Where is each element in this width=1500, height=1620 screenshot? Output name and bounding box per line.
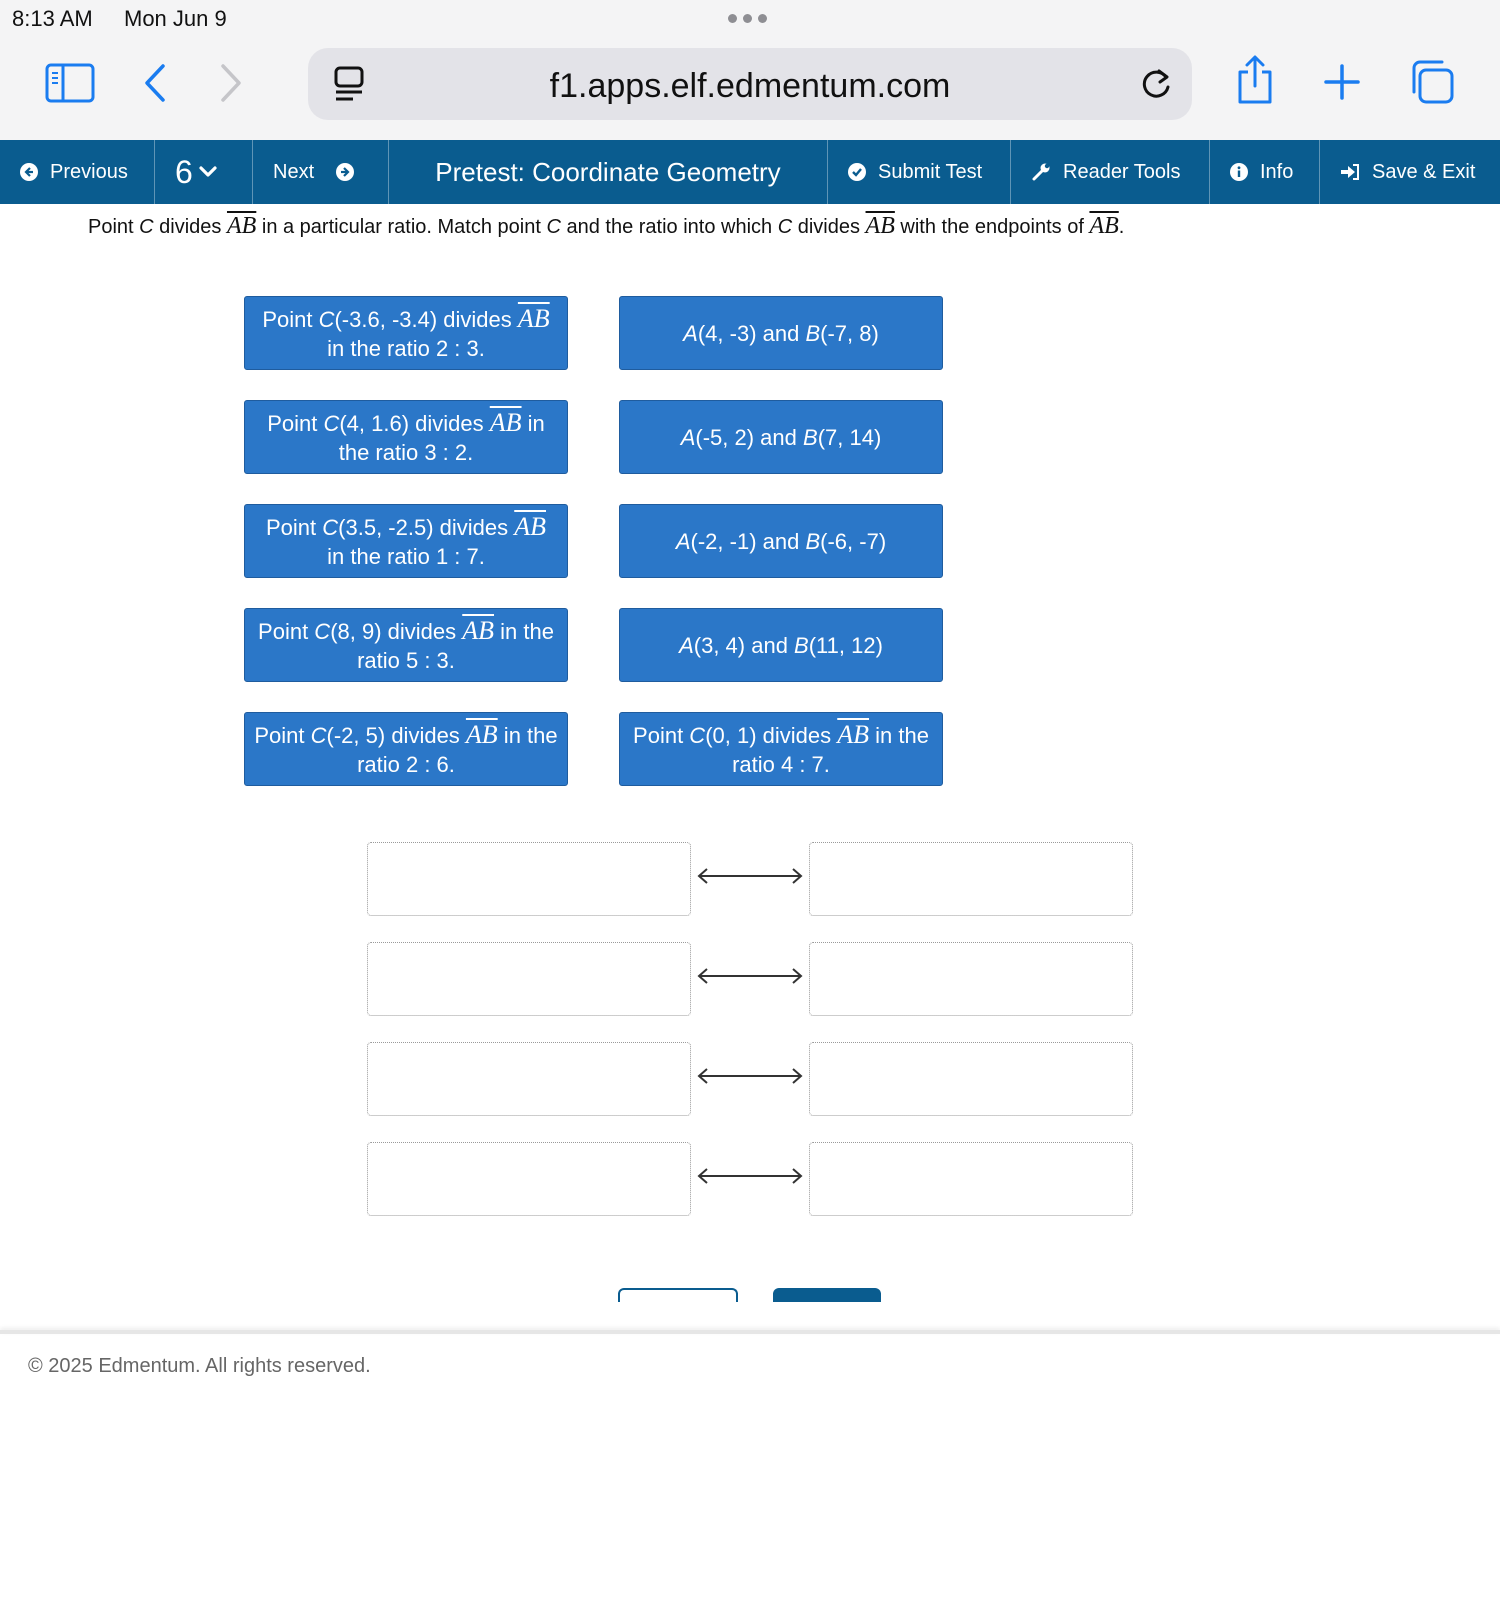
status-time: 8:13 AM (12, 6, 93, 31)
double-arrow-icon (695, 864, 805, 888)
copyright: © 2025 Edmentum. All rights reserved. (28, 1355, 371, 1377)
double-arrow-icon (695, 1064, 805, 1088)
reader-tools-button[interactable] (1011, 140, 1210, 204)
test-nav-bar (0, 140, 1500, 204)
drop-zone-left[interactable] (367, 942, 691, 1016)
save-exit-label: Save & Exit (1372, 160, 1476, 183)
draggable-tile-endpoints[interactable]: A(4, -3) and B(-7, 8) (619, 296, 943, 370)
draggable-tile-point-c[interactable]: Point C(8, 9) divides $\overline{AB}$ in the ratio 5 : 3. (244, 608, 568, 682)
drop-zone-right[interactable] (809, 942, 1133, 1016)
arrow-left-circle-icon (20, 163, 38, 181)
wrench-icon (1031, 162, 1051, 182)
drop-zone-right[interactable] (809, 1142, 1133, 1216)
back-icon[interactable] (140, 60, 170, 106)
drop-zone-left[interactable] (367, 1042, 691, 1116)
previous-label: Previous (50, 160, 128, 183)
drop-zone-left[interactable] (367, 842, 691, 916)
info-icon (1230, 163, 1248, 181)
draggable-tile-endpoints[interactable]: A(-2, -1) and B(-6, -7) (619, 504, 943, 578)
double-arrow-icon (695, 964, 805, 988)
draggable-tile-point-c[interactable]: Point C(-3.6, -3.4) divides $\overline{AB}$ in the ratio 2 : 3. (244, 296, 568, 370)
info-button[interactable] (1210, 140, 1320, 204)
status-bar (0, 0, 1500, 40)
footer-divider (0, 1330, 1500, 1334)
submit-label: Submit Test (878, 160, 983, 183)
save-exit-button[interactable] (1320, 140, 1500, 204)
chevron-down-icon (199, 165, 217, 179)
forward-icon[interactable] (216, 60, 246, 106)
next-button[interactable] (253, 140, 389, 204)
tabs-overview-icon[interactable] (1408, 58, 1456, 106)
test-title (389, 140, 828, 204)
submit-button[interactable] (773, 1288, 881, 1302)
address-bar[interactable] (308, 48, 1192, 120)
double-arrow-icon (695, 1164, 805, 1188)
draggable-tile-point-c[interactable]: Point C(-2, 5) divides $\overline{AB}$ in the ratio 2 : 6. (244, 712, 568, 786)
multitasking-dots-icon[interactable] (728, 14, 767, 23)
check-circle-icon (848, 163, 866, 181)
submit-test-button[interactable] (828, 140, 1011, 204)
status-date: Mon Jun 9 (124, 6, 227, 31)
info-label: Info (1260, 160, 1294, 183)
reader-tools-label: Reader Tools (1063, 160, 1181, 183)
question-prompt: Point C divides $\overline{AB}$ in a particular ratio. Match point C and the ratio into which C divides $\overline{AB}$ with the endpoints of $\overline{AB}$. (88, 213, 1125, 239)
next-label: Next (273, 160, 315, 183)
drop-zone-left[interactable] (367, 1142, 691, 1216)
draggable-tile-endpoints[interactable]: A(-5, 2) and B(7, 14) (619, 400, 943, 474)
drop-zone-right[interactable] (809, 842, 1133, 916)
reset-button[interactable] (618, 1288, 738, 1302)
browser-toolbar (0, 40, 1500, 140)
arrow-right-circle-icon (336, 163, 354, 181)
share-icon[interactable] (1234, 54, 1276, 106)
test-title-text: Pretest: Coordinate Geometry (435, 156, 781, 187)
new-tab-icon[interactable] (1322, 62, 1362, 102)
draggable-tile-endpoints[interactable]: A(3, 4) and B(11, 12) (619, 608, 943, 682)
question-selector[interactable] (155, 140, 253, 204)
url-text: f1.apps.elf.edmentum.com (549, 67, 951, 105)
draggable-tile-point-c[interactable]: Point C(0, 1) divides $\overline{AB}$ in the ratio 4 : 7. (619, 712, 943, 786)
drop-zone-right[interactable] (809, 1042, 1133, 1116)
question-number: 6 (175, 153, 193, 190)
sidebar-icon[interactable] (44, 62, 96, 104)
draggable-tile-point-c[interactable]: Point C(3.5, -2.5) divides $\overline{AB}$ in the ratio 1 : 7. (244, 504, 568, 578)
draggable-tile-point-c[interactable]: Point C(4, 1.6) divides $\overline{AB}$ in the ratio 3 : 2. (244, 400, 568, 474)
previous-button[interactable] (0, 140, 155, 204)
sign-out-icon (1340, 163, 1360, 181)
reload-icon[interactable] (1138, 66, 1174, 102)
